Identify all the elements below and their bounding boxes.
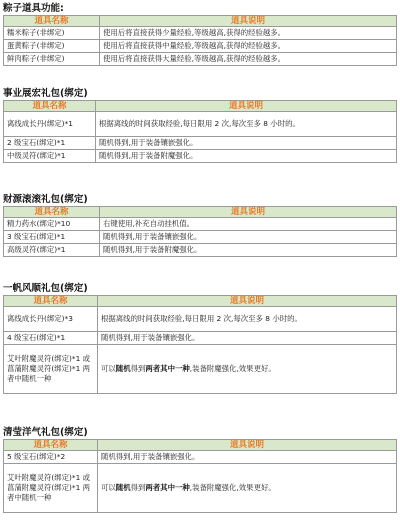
item-desc: 根据离线的时间获取经验,每日限用 2 次,每次至多 8 小时的。 [98,307,397,332]
col-header-desc: 道具说明 [100,16,397,27]
table-row [4,244,397,257]
item-desc: 随机得到,用于装备镶嵌强化。 [98,451,397,464]
item-name: 高级灵符(绑定)*1 [4,244,100,257]
table-row [4,150,397,163]
item-table [3,295,397,394]
item-table [3,439,397,513]
section-zongzi [3,2,397,66]
table-row [4,451,397,464]
col-header-name: 道具名称 [4,101,96,112]
section-title: 财源滚滚礼包(绑定) [3,194,88,205]
table-row [4,218,397,231]
item-name: 蛋黄粽子(非绑定) [4,40,100,53]
table-header-row [4,101,397,112]
section-title: 粽子道具功能: [3,3,64,14]
item-name: 艾叶附魔灵符(绑定)*1 或菖蒲附魔灵符(绑定)*1 两者中随机一种 [4,345,98,394]
item-name: 中级灵符(绑定)*1 [4,150,96,163]
item-name: 精力药水(绑定)*10 [4,218,100,231]
section-title: 清莹洋气礼包(绑定) [3,427,88,438]
col-header-name: 道具名称 [4,440,98,451]
item-name: 离线成长丹(绑定)*1 [4,112,96,137]
item-desc: 右键使用,补充自动挂机值。 [100,218,397,231]
section-title: 事业展宏礼包(绑定) [3,88,88,99]
col-header-name: 道具名称 [4,296,98,307]
table-header-row [4,16,397,27]
col-header-name: 道具名称 [4,16,100,27]
table-row [4,231,397,244]
col-header-desc: 道具说明 [100,207,397,218]
table-header-row [4,296,397,307]
section-smooth-sailing [3,282,397,394]
col-header-desc: 道具说明 [96,101,397,112]
item-name: 艾叶附魔灵符(绑定)*1 或菖蒲附魔灵符(绑定)*1 两者中随机一种 [4,464,98,513]
col-header-desc: 道具说明 [98,440,397,451]
section-career [3,87,397,163]
item-desc: 随机得到,用于装备镶嵌强化。 [98,332,397,345]
table-header-row [4,207,397,218]
section-wealth [3,193,397,257]
item-desc: 根据离线的时间获取经验,每日限用 2 次,每次至多 8 小时的。 [96,112,397,137]
item-name: 鲜肉粽子(非绑定) [4,53,100,66]
item-desc: 使用后将直接获得中量经验,等级越高,获得的经验越多。 [100,40,397,53]
item-desc: 可以随机得到两者其中一种,装备附魔强化,效果更好。 [98,464,397,513]
table-row [4,307,397,332]
item-desc: 可以随机得到两者其中一种,装备附魔强化,效果更好。 [98,345,397,394]
item-name: 5 级宝石(绑定)*2 [4,451,98,464]
table-row [4,53,397,66]
table-row [4,345,397,394]
item-name: 糯米粽子(非绑定) [4,27,100,40]
table-row [4,27,397,40]
table-row [4,40,397,53]
item-name: 4 级宝石(绑定)*1 [4,332,98,345]
item-name: 2 级宝石(绑定)*1 [4,137,96,150]
item-desc: 随机得到,用于装备镶嵌强化。 [100,231,397,244]
item-desc: 随机得到,用于装备附魔强化。 [96,150,397,163]
table-row [4,137,397,150]
item-desc: 使用后将直接获得少量经验,等级越高,获得的经验越多。 [100,27,397,40]
section-title: 一帆风顺礼包(绑定) [3,283,88,294]
table-row [4,112,397,137]
item-table [3,15,397,66]
col-header-desc: 道具说明 [98,296,397,307]
table-row [4,332,397,345]
item-table [3,206,397,257]
item-name: 离线成长丹(绑定)*3 [4,307,98,332]
section-fresh [3,426,397,513]
item-table [3,100,397,163]
col-header-name: 道具名称 [4,207,100,218]
item-desc: 使用后将直接获得大量经验,等级越高,获得的经验越多。 [100,53,397,66]
item-desc: 随机得到,用于装备镶嵌强化。 [96,137,397,150]
table-row [4,464,397,513]
table-header-row [4,440,397,451]
item-name: 3 级宝石(绑定)*1 [4,231,100,244]
item-desc: 随机得到,用于装备附魔强化。 [100,244,397,257]
